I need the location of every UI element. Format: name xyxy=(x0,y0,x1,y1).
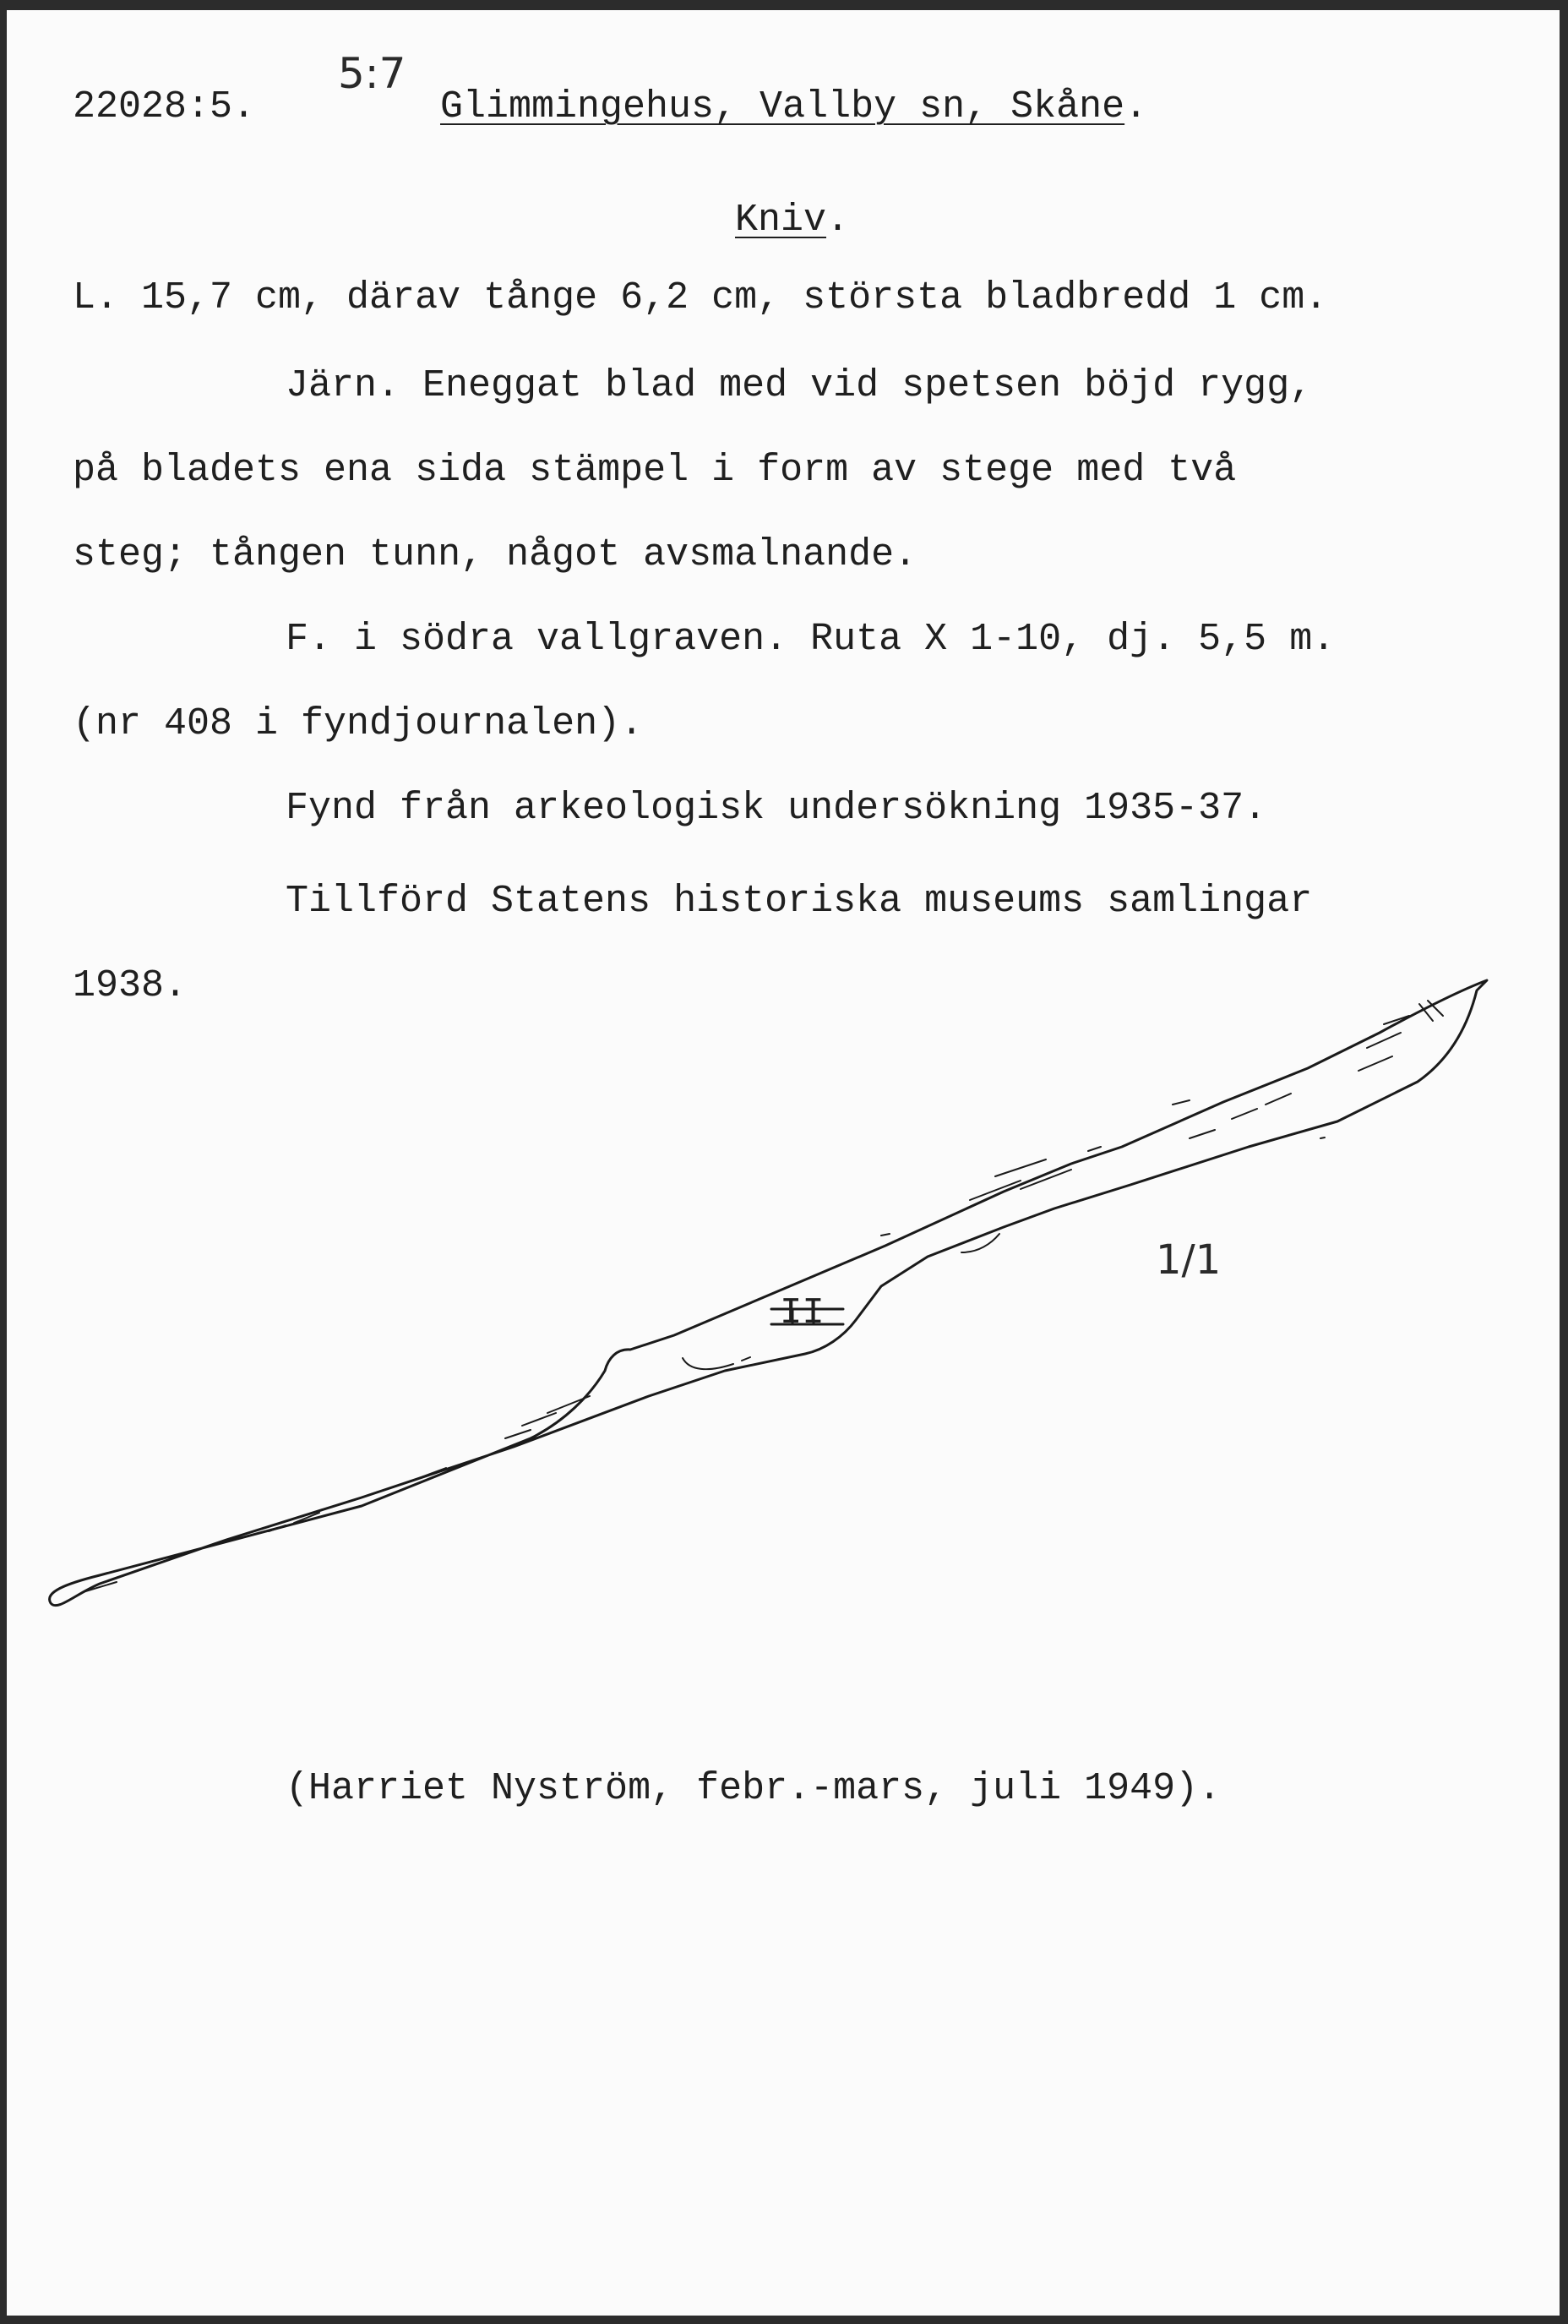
handwritten-number: 5:7 xyxy=(338,49,406,98)
collection-year: 1938. xyxy=(73,964,188,1007)
find-location-line: F. i södra vallgraven. Ruta X 1-10, dj. 5,5 m. xyxy=(286,618,1336,661)
author-note: (Harriet Nyström, febr.-mars, juli 1949). xyxy=(286,1767,1222,1810)
collection-line: Tillförd Statens historiska museums samlingar xyxy=(286,880,1313,923)
find-journal-line: (nr 408 i fyndjournalen). xyxy=(73,702,644,745)
site-title-end: . xyxy=(1124,85,1148,128)
stamp-mark-label: II xyxy=(780,1292,825,1334)
description-line-2: på bladets ena sida stämpel i form av stege med två xyxy=(73,449,1237,492)
object-title-end: . xyxy=(826,199,850,242)
site-name: Glimmingehus, Vallby sn, Skåne xyxy=(440,85,1125,128)
description-line-1: Järn. Eneggat blad med vid spetsen böjd rygg, xyxy=(286,364,1313,407)
description-line-3: steg; tången tunn, något avsmalnande. xyxy=(73,533,917,576)
object-name: Kniv xyxy=(735,199,827,242)
knife-outline xyxy=(50,980,1487,1606)
measurements-line: L. 15,7 cm, därav tånge 6,2 cm, största bladbredd 1 cm. xyxy=(73,276,1328,319)
excavation-line: Fynd från arkeologisk undersökning 1935-37. xyxy=(286,787,1267,830)
drawing-scale: 1/1 xyxy=(1156,1236,1222,1284)
knife-drawing xyxy=(7,10,1560,2316)
accession-number: 22028:5. xyxy=(73,85,256,128)
catalog-card xyxy=(7,10,1560,2316)
